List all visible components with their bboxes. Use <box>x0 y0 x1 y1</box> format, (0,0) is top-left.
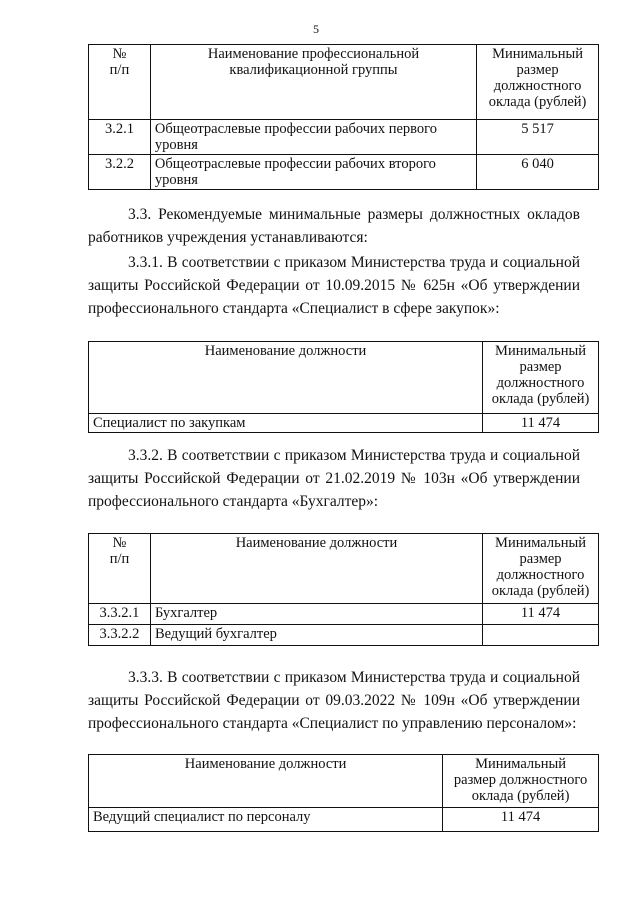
page-number: 5 <box>313 22 319 36</box>
qualification-groups-table <box>88 44 599 190</box>
row-position: Ведущий бухгалтер <box>150 625 482 646</box>
column-header-position: Наименование должности <box>150 534 482 604</box>
row-min-salary: 6 040 <box>477 155 599 190</box>
paragraph-line: защиты Российской Федерации от 10.09.2015 № 625н «Об утверждении <box>88 277 580 294</box>
row-position: Бухгалтер <box>150 604 482 625</box>
row-min-salary: 11 474 <box>483 414 599 433</box>
column-header-number: № п/п <box>89 534 151 604</box>
paragraph-line: 3.3.2. В соответствии с приказом Министерства труда и социальной <box>128 447 580 464</box>
paragraph-line: профессионального стандарта «Бухгалтер»: <box>88 493 379 510</box>
row-number: 3.2.1 <box>89 120 151 155</box>
paragraph-line: профессионального стандарта «Специалист по управлению персоналом»: <box>88 715 577 732</box>
paragraph-3-3 <box>88 203 580 249</box>
accountant-table <box>88 533 599 646</box>
column-header-min-salary: Минимальный размер должностного оклада (рублей) <box>483 342 599 414</box>
paragraph-line: защиты Российской Федерации от 21.02.2019 № 103н «Об утверждении <box>88 470 580 487</box>
row-min-salary: 11 474 <box>443 808 599 832</box>
table-row <box>89 808 599 832</box>
paragraph-line: работников учреждения устанавливаются: <box>88 229 368 246</box>
paragraph-3-3-1 <box>88 251 580 320</box>
hr-specialist-table <box>88 754 599 832</box>
paragraph-line: 3.3.3. В соответствии с приказом Министерства труда и социальной <box>128 669 580 686</box>
row-position: Специалист по закупкам <box>89 414 483 433</box>
table-header-row <box>89 45 599 120</box>
row-group-name: Общеотраслевые профессии рабочих второго уровня <box>150 155 476 190</box>
row-min-salary: 11 474 <box>483 604 599 625</box>
row-position: Ведущий специалист по персоналу <box>89 808 443 832</box>
table-row <box>89 120 599 155</box>
column-header-number: № п/п <box>89 45 151 120</box>
column-header-group-name: Наименование профессиональной квалификационной группы <box>150 45 476 120</box>
column-header-min-salary: Минимальный размер должностного оклада (рублей) <box>477 45 599 120</box>
table-row <box>89 625 599 646</box>
table-header-row <box>89 755 599 808</box>
column-header-min-salary: Минимальный размер должностного оклада (рублей) <box>443 755 599 808</box>
row-group-name: Общеотраслевые профессии рабочих первого уровня <box>150 120 476 155</box>
paragraph-line: 3.3. Рекомендуемые минимальные размеры должностных окладов <box>128 206 580 223</box>
row-number: 3.2.2 <box>89 155 151 190</box>
row-min-salary: 5 517 <box>477 120 599 155</box>
column-header-position: Наименование должности <box>89 755 443 808</box>
table-row <box>89 604 599 625</box>
column-header-min-salary: Минимальный размер должностного оклада (рублей) <box>483 534 599 604</box>
row-number: 3.3.2.2 <box>89 625 151 646</box>
paragraph-3-3-3 <box>88 666 580 735</box>
row-min-salary <box>483 625 599 646</box>
table-header-row <box>89 534 599 604</box>
table-row <box>89 155 599 190</box>
paragraph-line: профессионального стандарта «Специалист в сфере закупок»: <box>88 300 500 317</box>
paragraph-3-3-2 <box>88 444 580 513</box>
column-header-position: Наименование должности <box>89 342 483 414</box>
procurement-specialist-table <box>88 341 599 433</box>
paragraph-line: 3.3.1. В соответствии с приказом Министерства труда и социальной <box>128 254 580 271</box>
table-header-row <box>89 342 599 414</box>
table-row <box>89 414 599 433</box>
row-number: 3.3.2.1 <box>89 604 151 625</box>
paragraph-line: защиты Российской Федерации от 09.03.2022 № 109н «Об утверждении <box>88 692 580 709</box>
